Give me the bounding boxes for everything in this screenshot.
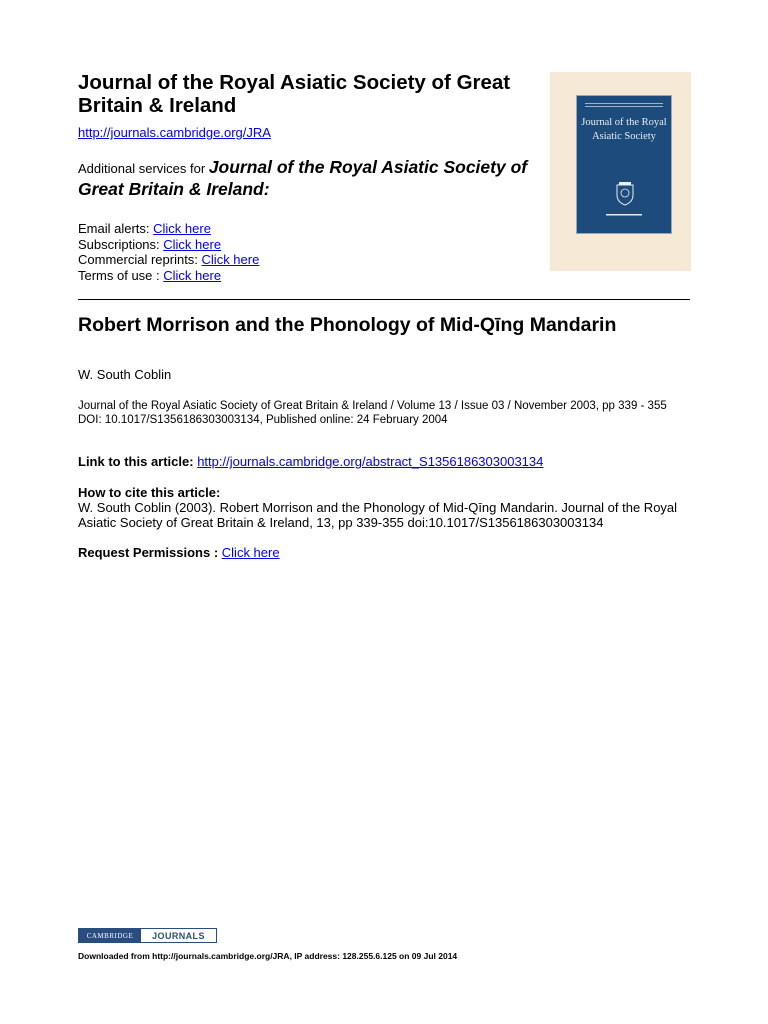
- cover-top-line: [585, 103, 663, 107]
- services-prefix: Additional services for: [78, 161, 209, 176]
- permissions-link[interactable]: Click here: [221, 545, 280, 560]
- publisher-mark-icon: [604, 212, 644, 218]
- article-author: W. South Coblin: [78, 367, 172, 382]
- subscriptions-link[interactable]: Click here: [163, 236, 222, 252]
- service-subscriptions: Subscriptions: Click here: [78, 236, 222, 252]
- terms-of-use-link[interactable]: Click here: [163, 267, 222, 283]
- cover-title: Journal of the Royal Asiatic Society: [581, 117, 667, 142]
- journal-cover-image: [576, 95, 672, 234]
- citation-line: Journal of the Royal Asiatic Society of Great Britain & Ireland / Volume 13 / Issue 03 / November 2003, pp 339 - 355: [78, 400, 667, 412]
- doi-line: DOI: 10.1017/S1356186303003134, Published online: 24 February 2004: [78, 413, 448, 426]
- additional-services: [78, 157, 548, 201]
- journal-title: Journal of the Royal Asiatic Society of Great Britain & Ireland: [78, 71, 511, 117]
- cite-text: W. South Coblin (2003). Robert Morrison and the Phonology of Mid-Qīng Mandarin. Journal of the Royal Asiatic Society of Great Britain & Ireland, 13, pp 339-355 doi:10.1017/S1356186303003134: [78, 500, 678, 530]
- services-list: [78, 221, 259, 283]
- article-link-row: [78, 454, 543, 469]
- service-commercial-reprints: Commercial reprints: Click here: [78, 252, 260, 268]
- service-email-alerts: Email alerts: Click here: [78, 221, 211, 236]
- cover-publisher-mark: [577, 212, 671, 220]
- services-journal-name: Journal of the Royal Asiatic Society of Great Britain & Ireland:: [78, 157, 528, 199]
- crest-icon: [615, 182, 635, 206]
- link-label: Link to this article:: [78, 454, 198, 469]
- article-title: Robert Morrison and the Phonology of Mid-Qīng Mandarin: [78, 314, 617, 336]
- article-abstract-link[interactable]: http://journals.cambridge.org/abstract_S1356186303003134: [197, 454, 544, 469]
- header-divider: [78, 299, 690, 300]
- logo-journals: JOURNALS: [141, 929, 216, 942]
- cite-heading: How to cite this article:: [78, 485, 221, 500]
- permissions-row: [78, 545, 280, 560]
- email-alerts-link[interactable]: Click here: [153, 221, 211, 236]
- download-info: Downloaded from http://journals.cambridge.org/JRA, IP address: 128.255.6.125 on 09 Jul 2014: [78, 951, 458, 961]
- journal-url-link[interactable]: http://journals.cambridge.org/JRA: [78, 125, 271, 140]
- service-terms-of-use: Terms of use : Click here: [78, 267, 222, 283]
- commercial-reprints-link[interactable]: Click here: [201, 252, 260, 268]
- cambridge-journals-logo: [78, 928, 217, 943]
- logo-cambridge: CAMBRIDGE: [79, 929, 141, 942]
- citation-block: [78, 400, 690, 427]
- permissions-label: Request Permissions :: [78, 545, 222, 560]
